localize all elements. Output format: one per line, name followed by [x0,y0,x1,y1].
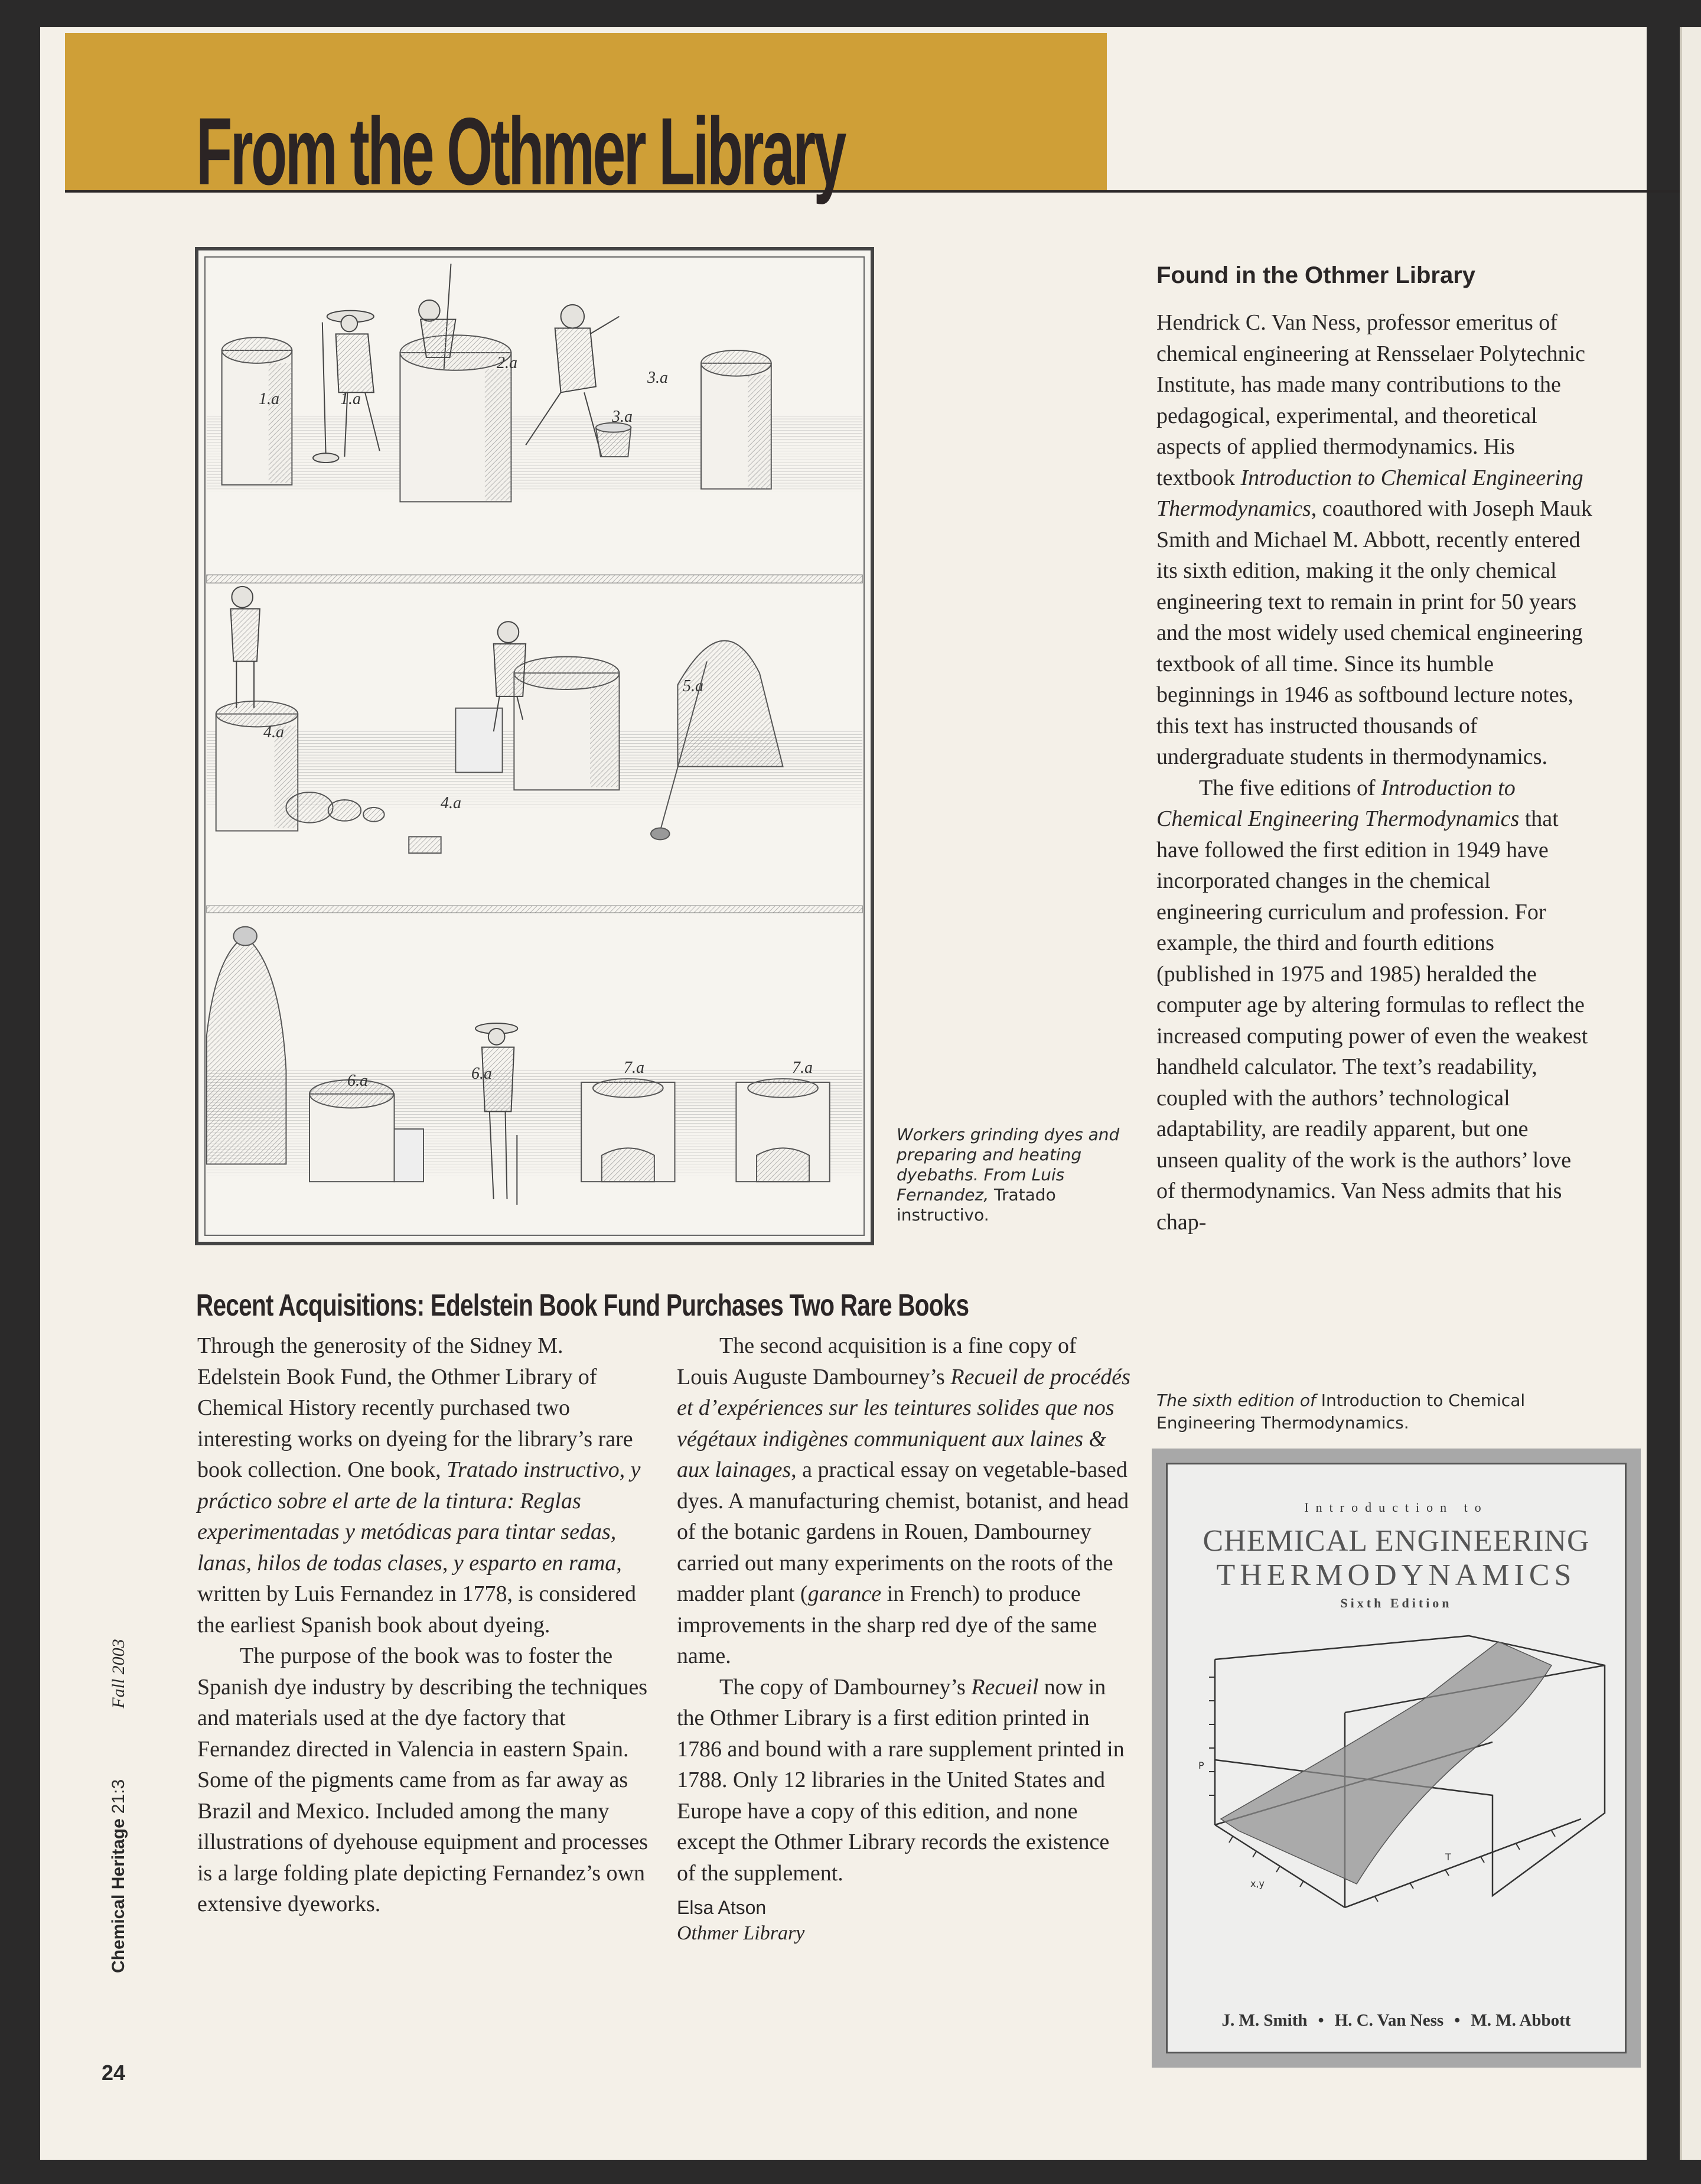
plate-label: 6.a [471,1065,492,1083]
tub-1a [222,337,292,484]
tub-2a [400,335,511,502]
caption-italic: Workers grinding dyes and preparing and heating dyebaths. From Luis Fernandez, [897,1125,1120,1205]
paragraph [197,1330,652,1641]
caption-roman: Tratado instructivo. [897,1185,1056,1225]
text-run: , a practical essay on vegetable-based dyes. A manufacturing chemist, botanist, and head of the botanic gardens in Rouen, Dambourney carried out many experiments on the roots of the madder plant ( [677,1457,1129,1606]
book-cover-image [1152,1449,1641,2068]
found-heading: Found in the Othmer Library [1156,262,1476,288]
bullet-icon: • [1454,2011,1461,2030]
paragraph [677,1672,1132,1889]
phase-surface [1221,1642,1552,1884]
book-cover-caption [1156,1389,1605,1434]
facing-page-edge [1680,27,1701,2160]
plate-label: 1.a [259,390,279,408]
row-divider-1 [207,575,862,583]
issue-number: 21:3 [109,1779,128,1814]
bullet-icon: • [1318,2011,1324,2030]
pxy-surface-diagram [1168,1464,1628,2055]
article-column-3 [1156,307,1594,1238]
caption-italic: The sixth edition of [1156,1391,1321,1410]
axis-label-p: P [1198,1760,1204,1771]
book-edition: Sixth Edition [1340,1596,1452,1610]
plate-label: 6.a [347,1072,368,1090]
furnace-7a-1 [581,1079,674,1181]
text-run: , written by Luis Fernandez in 1778, is considered the earliest Spanish book about dyeing. [197,1550,636,1638]
article-column-2 [677,1330,1132,1947]
paragraph: The purpose of the book was to foster the Spanish dye industry by describing the techniques and materials used at the dye factory that Fernandez directed in Valencia in eastern Spain. Some of the pigments came from as far away as Brazil and Mexico. Included among the many illustrations of dyehouse equipment and processes is a large folding plate depicting Fernandez’s own extensive dyeworks. [197,1643,649,1916]
magazine-name: Chemical Heritage [109,1818,128,1973]
furnace-7a-2 [736,1079,829,1181]
text-run: that have followed the first edition in 1949 have incorporated changes in the chemical engineering curriculum and profession. For example, the third and fourth editions (published in 1975 and 1985) heralded the computer age by altering formulas to reflect the increased computing power of even the weakest handheld calculator. The text’s readability, coupled with the authors’ technological adaptability, are readily apparent, but one unseen quality of the work is the authors’ love of thermodynamics. Van Ness admits that his chap- [1156,806,1588,1235]
engraving-illustration [198,250,871,1242]
book-authors [1168,2011,1625,2030]
book-intro-text: Introduction to [1304,1500,1488,1515]
worker-4a [230,587,259,708]
author-2: H. C. Van Ness [1334,2011,1444,2030]
plate-label: 3.a [647,369,668,387]
running-footer [109,1639,129,1973]
paragraph [677,1330,1132,1672]
page-number: 24 [102,2061,126,2085]
plate-label: 1.a [340,390,361,408]
axis-label-t: T [1445,1851,1451,1863]
text-run: Through the generosity of the Sidney M. Edelstein Book Fund, the Othmer Library of Chemical History recently purchased two interesting works on dyeing for the library’s rare book collection. One book, [197,1333,633,1482]
paragraph [1156,307,1594,773]
tub-4a [216,701,298,831]
text-run: Hendrick C. Van Ness, professor emeritus of chemical engineering at Rensselaer Polytechnic Institute, has made many contributions to the pedagogical, experimental, and theoretical aspects of applied thermodynamics. His textbook [1156,310,1585,490]
book-cover-inner [1166,1463,1627,2053]
tub-5a [455,657,619,790]
book-title-line-1: CHEMICAL ENGINEERING [1203,1524,1590,1558]
text-run: The copy of Dambourney’s [719,1674,972,1700]
author-affiliation: Othmer Library [677,1922,805,1944]
page-title: From the Othmer Library [196,98,845,205]
engraving-caption [897,1125,1121,1225]
text-run: in French) to produce improvements in the sharp red dye of the same name. [677,1581,1097,1668]
recent-acquisitions-heading: Recent Acquisitions: Edelstein Book Fund Purchases Two Rare Books [196,1288,969,1323]
axis-label-xy: x,y [1250,1878,1265,1889]
book-title-italic: Tratado instructivo, y práctico sobre el arte de la tintura: Reglas experimentadas y metódicas para tintar sedas, lanas, hilos de todas clases, y esparto en rama [197,1457,641,1576]
book-title-italic: Introduction to Chemical Engineering Thermodynamics [1156,775,1520,831]
plate-label: 5.a [683,677,703,695]
plate-label: 7.a [624,1059,644,1077]
plate-label: 4.a [263,723,284,741]
author-3: M. M. Abbott [1471,2011,1571,2030]
plate-label: 4.a [441,794,461,812]
author-name: Elsa Atson [677,1897,767,1918]
text-run: , coauthored with Joseph Mauk Smith and Michael M. Abbott, recently entered its sixth edition, making it the only chemical engineering text to remain in print for 50 years and the most widely used chemical engineering textbook of all time. Since its humble beginnings in 1946 as softbound lecture notes, this text has instructed thousands of undergraduate students in thermodynamics. [1156,496,1592,769]
paragraph [1156,773,1594,1238]
kiln-6 [207,927,286,1164]
book-title-line-2: THERMODYNAMICS [1216,1558,1576,1592]
bucket [596,423,631,457]
caption-roman: Introduction to Chemical Engineering Thermodynamics. [1156,1391,1526,1433]
text-run: The five editions of [1199,775,1381,800]
author-1: J. M. Smith [1221,2011,1308,2030]
plate-label: 2.a [497,354,517,372]
plate-label: 3.a [612,408,633,426]
plate-label: 7.a [792,1059,813,1077]
engraving-plate [195,247,874,1245]
tub-3a [701,350,771,489]
text-run: The second acquisition is a fine copy of Louis Auguste Dambourney’s [677,1333,1077,1389]
book-title-italic: Recueil de procédés et d’expériences sur les teintures solides que nos végétaux indigènes communiquent aux laines & aux lainages [677,1364,1130,1482]
text-run: now in the Othmer Library is a first edition printed in 1786 and bound with a rare supplement printed in 1788. Only 12 libraries in the United States and Europe have a copy of this edition, and none except the Othmer Library records the existence of the supplement. [677,1674,1125,1886]
book-title-italic: Introduction to Chemical Engineering Thermodynamics [1156,465,1583,521]
article-column-1 [197,1330,652,1920]
issue-season: Fall 2003 [109,1639,128,1708]
italic-term: garance [807,1581,882,1606]
row-divider-2 [207,906,862,913]
book-title-italic: Recueil [971,1674,1039,1700]
